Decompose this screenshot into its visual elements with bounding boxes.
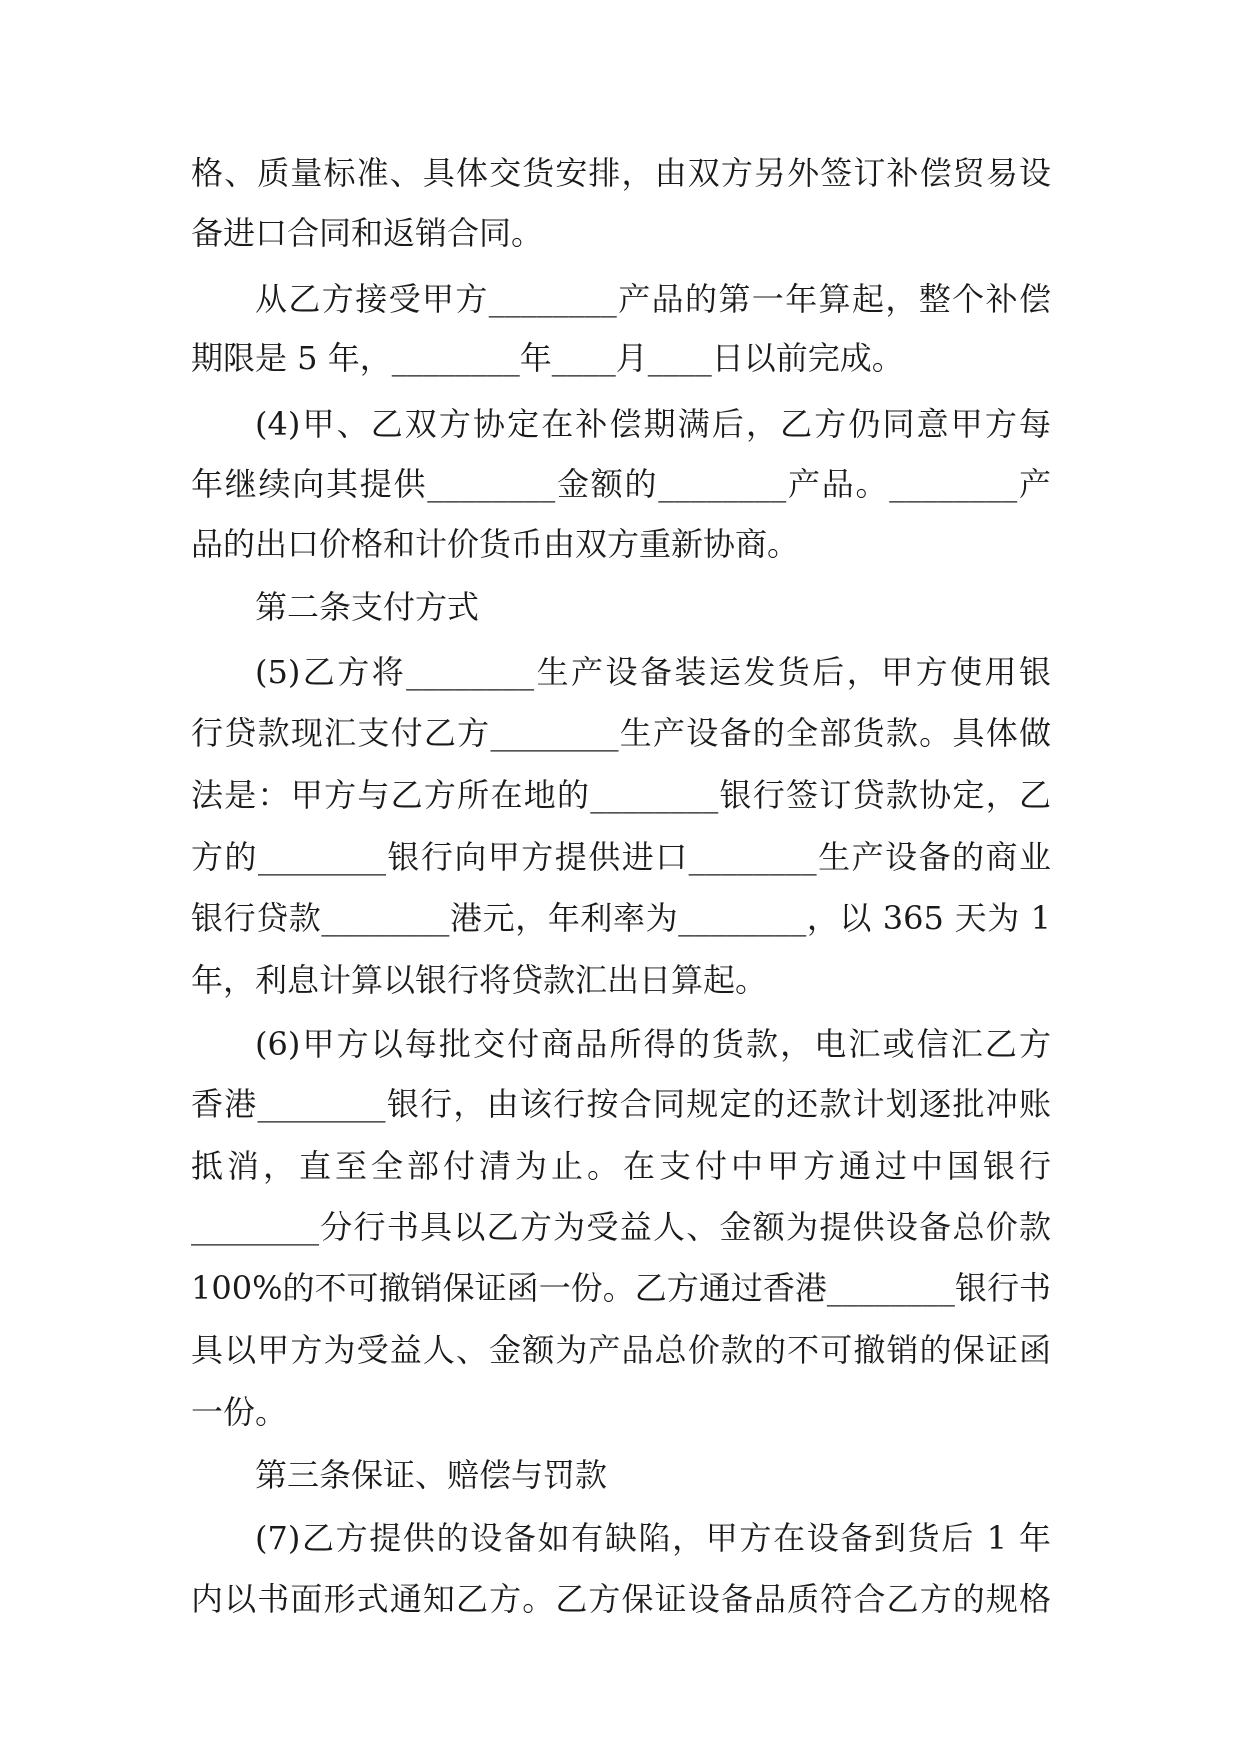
text-line: 年继续向其提供________金额的________产品。________产	[191, 465, 1051, 503]
text-line: 方的________银行向甲方提供进口________生产设备的商业	[191, 838, 1051, 876]
text-line: 具以甲方为受益人、金额为产品总价款的不可撤销的保证函	[191, 1331, 1051, 1369]
text-line: 格、质量标准、具体交货安排，由双方另外签订补偿贸易设	[191, 154, 1051, 192]
section-heading: 第三条保证、赔偿与罚款	[255, 1456, 608, 1494]
text-line: 备进口合同和返销合同。	[191, 214, 544, 252]
text-line: 一份。	[191, 1393, 288, 1431]
text-line: (4)甲、乙双方协定在补偿期满后，乙方仍同意甲方每	[255, 405, 1051, 443]
text-line: 香港________银行，由该行按合同规定的还款计划逐批冲账	[191, 1085, 1051, 1123]
text-line: (7)乙方提供的设备如有缺陷，甲方在设备到货后 1 年	[255, 1519, 1051, 1557]
text-line: 年，利息计算以银行将贷款汇出日算起。	[191, 961, 768, 999]
text-line: 品的出口价格和计价货币由双方重新协商。	[191, 525, 800, 563]
text-line: (6)甲方以每批交付商品所得的货款，电汇或信汇乙方	[255, 1025, 1051, 1063]
text-line: (5)乙方将________生产设备装运发货后，甲方使用银	[255, 653, 1051, 691]
text-line: 抵消，直至全部付清为止。在支付中甲方通过中国银行	[191, 1147, 1051, 1185]
section-heading: 第二条支付方式	[255, 588, 480, 626]
text-line: 从乙方接受甲方________产品的第一年算起，整个补偿	[255, 280, 1051, 318]
text-line: 期限是 5 年，________年____月____日以前完成。	[191, 339, 904, 377]
text-line: 法是：甲方与乙方所在地的________银行签订贷款协定，乙	[191, 776, 1051, 814]
text-line: ________分行书具以乙方为受益人、金额为提供设备总价款	[191, 1208, 1051, 1246]
text-line: 银行贷款________港元，年利率为________，以 365 天为 1	[191, 899, 1051, 937]
text-line: 行贷款现汇支付乙方________生产设备的全部货款。具体做	[191, 714, 1051, 752]
text-line: 100%的不可撤销保证函一份。乙方通过香港________银行书	[191, 1269, 1051, 1307]
text-line: 内以书面形式通知乙方。乙方保证设备品质符合乙方的规格	[191, 1580, 1051, 1618]
